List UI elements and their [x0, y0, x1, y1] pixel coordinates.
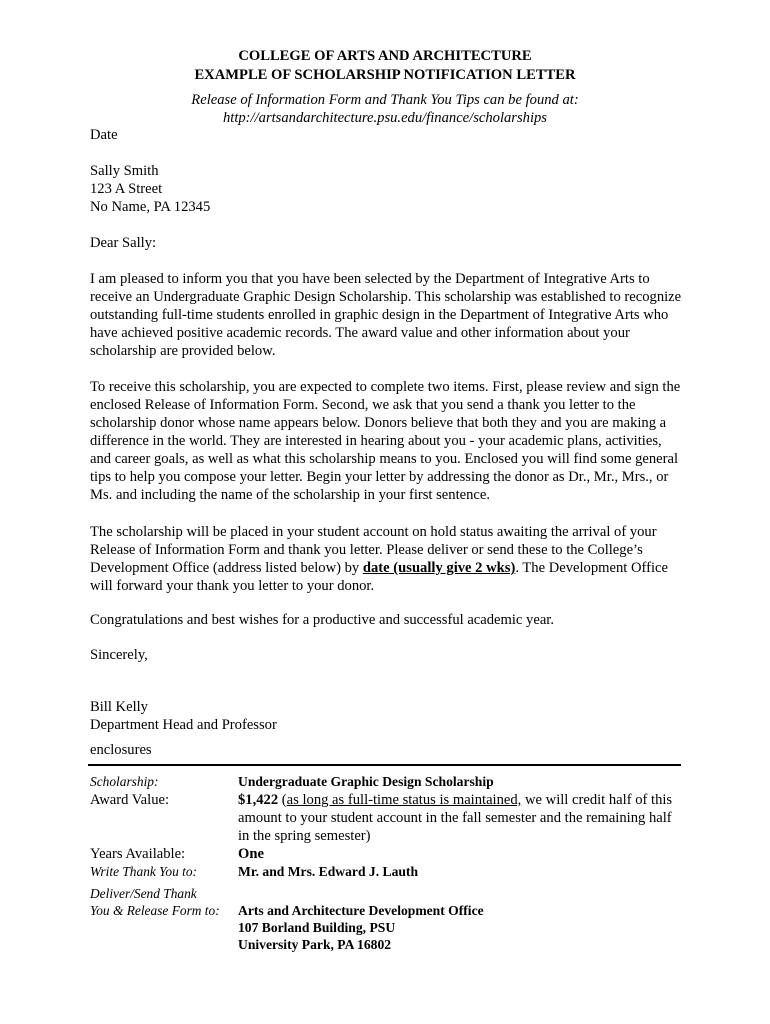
paragraph-1: I am pleased to inform you that you have been selected by the Department of Integrative Arts to receive an Undergraduate Graphic Design Scholarship. This scholarship was established to recognize outstanding full-time students enrolled in graphic design in the Department of Integrative Arts who have achieved positive academic records. The award value and other information about your scholarship are provided below. — [90, 271, 682, 359]
thank-you-value: Mr. and Mrs. Edward J. Lauth — [238, 864, 419, 879]
thank-you-label: Write Thank You to: — [90, 864, 198, 879]
college-title: COLLEGE OF ARTS AND ARCHITECTURE — [238, 48, 532, 64]
paragraph-2: To receive this scholarship, you are expected to complete two items. First, please review and sign the enclosed Release of Information Form. Second, we ask that you send a thank you letter to the scholarship donor whose name appears below. Donors believe that both they and you are making a difference in the world. They are interested in hearing about you - your academic plans, activities, and career goals, as well as what this scholarship means to you. Enclosed you will find some general tips to help you compose your letter. Begin your letter by addressing the donor as Dr., Mr., Mrs., or Ms. and including the name of the scholarship in your first sentence. — [90, 379, 681, 503]
scholarship-label: Scholarship: — [90, 774, 159, 789]
years-label: Years Available: — [90, 846, 186, 862]
paragraph-3-text-a: The scholarship will be placed in your student account on hold status awaiting the arrival of your Release of Information Form and thank you letter. Please deliver or send these to the College’s Development Office (address listed below) by — [90, 524, 657, 576]
info-url[interactable]: http://artsandarchitecture.psu.edu/finance/scholarships — [222, 110, 547, 126]
paragraph-4: Congratulations and best wishes for a productive and successful academic year. — [90, 612, 555, 628]
section-divider — [88, 764, 681, 766]
award-rest: we will credit half of this amount to your student account in the fall semester and the remaining half in the spring semester) — [238, 792, 673, 844]
deliver-label-line-2: You & Release Form to: — [90, 903, 220, 918]
award-paren: ( — [278, 792, 287, 808]
deliver-address-line-2: 107 Borland Building, PSU — [238, 920, 396, 935]
paragraph-3-text-c: . The Development Office will forward your thank you letter to your donor. — [90, 560, 668, 594]
recipient-name: Sally Smith — [90, 163, 159, 179]
date-line: Date — [90, 127, 118, 143]
paragraph-3 — [90, 523, 685, 595]
salutation: Dear Sally: — [90, 235, 157, 251]
years-value: One — [238, 846, 264, 862]
deadline-placeholder: date (usually give 2 wks) — [362, 560, 516, 576]
award-label: Award Value: — [90, 792, 170, 808]
info-note: Release of Information Form and Thank You Tips can be found at: — [191, 92, 579, 108]
enclosures-note: enclosures — [90, 742, 152, 758]
deliver-address-line-3: University Park, PA 16802 — [238, 937, 392, 952]
deliver-address-line-1: Arts and Architecture Development Office — [238, 903, 484, 918]
recipient-street: 123 A Street — [90, 181, 163, 197]
deliver-label-line-1: Deliver/Send Thank — [90, 886, 197, 901]
recipient-city: No Name, PA 12345 — [90, 199, 211, 215]
award-amount: $1,422 — [238, 792, 279, 808]
scholarship-value: Undergraduate Graphic Design Scholarship — [238, 774, 494, 789]
signer-name: Bill Kelly — [90, 699, 148, 715]
closing: Sincerely, — [90, 647, 148, 663]
award-condition: as long as full-time status is maintained, — [286, 792, 522, 808]
award-value — [238, 791, 683, 845]
letter-title: EXAMPLE OF SCHOLARSHIP NOTIFICATION LETTER — [194, 67, 576, 83]
signer-title: Department Head and Professor — [90, 717, 277, 733]
